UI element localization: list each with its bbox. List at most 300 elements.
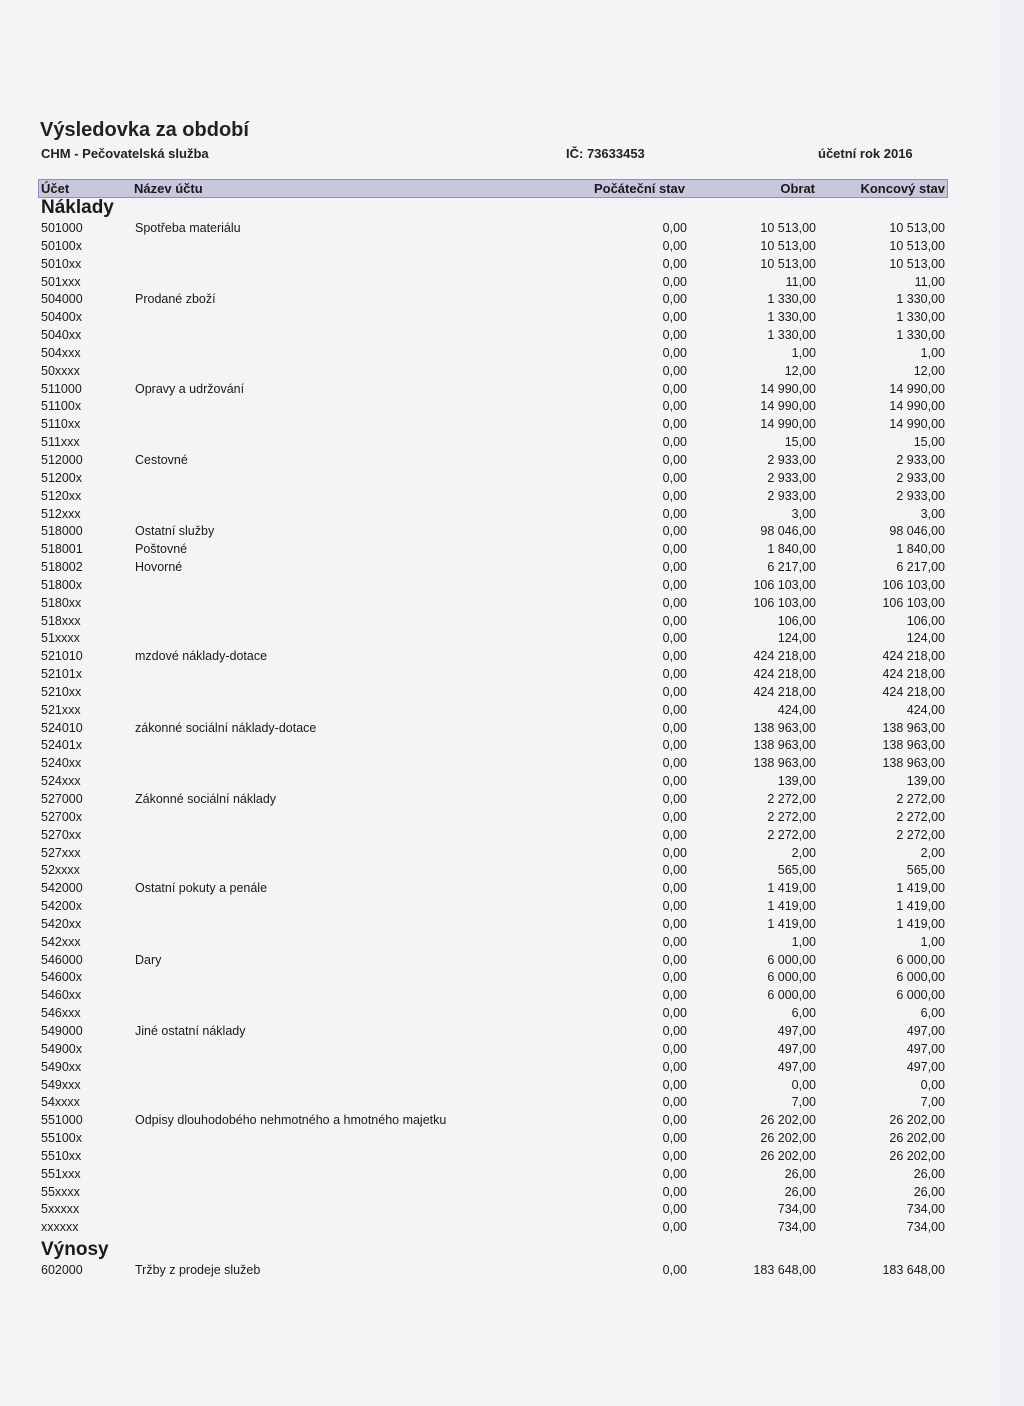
closing-balance: 14 990,00 [889,417,945,432]
table-row [0,452,1000,470]
table-row [0,969,1000,987]
closing-balance: 1,00 [920,934,945,949]
table-row [0,702,1000,720]
account-number: 52xxxx [41,863,80,878]
table-row [0,1184,1000,1202]
table-row [0,434,1000,452]
opening-balance: 0,00 [662,542,687,557]
opening-balance: 0,00 [662,221,687,235]
opening-balance: 0,00 [662,684,687,699]
opening-balance: 0,00 [662,577,687,592]
opening-balance: 0,00 [662,845,687,860]
opening-balance: 0,00 [662,417,687,432]
account-number: 521010 [41,649,83,664]
turnover: 2,00 [791,845,816,860]
turnover: 7,00 [791,1095,816,1110]
account-number: 50400x [41,310,83,325]
turnover: 14 990,00 [760,417,816,432]
opening-balance: 0,00 [662,809,687,824]
opening-balance: 0,00 [662,1263,687,1277]
closing-balance: 26 202,00 [889,1131,945,1146]
table-row [0,1041,1000,1059]
account-number: 51xxxx [41,631,80,646]
closing-balance: 424 218,00 [882,649,945,664]
table-row [0,559,1000,577]
turnover: 497,00 [777,1023,816,1038]
account-number: 546000 [41,952,83,967]
table-row [0,791,1000,809]
turnover: 14 990,00 [760,399,816,414]
account-number: 5040xx [41,328,82,343]
accounting-year: účetní rok 2016 [818,146,913,161]
turnover: 424 218,00 [753,667,816,682]
turnover: 6 000,00 [767,952,816,967]
table-row [0,952,1000,970]
turnover: 3,00 [791,506,816,521]
opening-balance: 0,00 [662,1131,687,1146]
opening-balance: 0,00 [662,470,687,485]
account-number: 518xxx [41,613,81,628]
account-number: 551000 [41,1113,83,1128]
account-number: 542000 [41,881,83,896]
closing-balance: 7,00 [920,1095,945,1110]
turnover: 106 103,00 [753,595,816,610]
turnover: 0,00 [791,1077,816,1092]
closing-balance: 2 272,00 [896,809,945,824]
opening-balance: 0,00 [662,1184,687,1199]
table-row [0,363,1000,381]
closing-balance: 138 963,00 [882,720,945,735]
account-number: 5510xx [41,1148,82,1163]
header-closing-balance: Koncový stav [860,181,945,196]
turnover: 12,00 [784,363,816,378]
table-row [0,755,1000,773]
account-name: Poštovné [135,542,188,557]
account-number: 504000 [41,292,83,307]
closing-balance: 15,00 [913,435,945,450]
opening-balance: 0,00 [662,738,687,753]
closing-balance: 26 202,00 [889,1148,945,1163]
account-name: Hovorné [135,560,183,575]
closing-balance: 1 419,00 [896,881,945,896]
table-row [0,773,1000,791]
closing-balance: 3,00 [920,506,945,521]
account-number: 55100x [41,1131,83,1146]
table-row [0,1166,1000,1184]
table-row [0,845,1000,863]
table-row [0,809,1000,827]
account-number: 524xxx [41,774,81,789]
closing-balance: 565,00 [906,863,945,878]
table-row [0,523,1000,541]
closing-balance: 497,00 [906,1059,945,1074]
account-number: 5180xx [41,595,82,610]
closing-balance: 734,00 [906,1202,945,1217]
turnover: 26 202,00 [760,1148,816,1163]
table-row [0,238,1000,256]
account-number: 504xxx [41,345,81,360]
account-number: 512000 [41,452,83,467]
opening-balance: 0,00 [662,649,687,664]
account-number: 51800x [41,577,83,592]
turnover: 497,00 [777,1041,816,1056]
closing-balance: 2 272,00 [896,792,945,806]
report-title: Výsledovka za období [40,119,249,141]
turnover: 10 513,00 [760,256,816,271]
turnover: 1 419,00 [767,881,816,896]
opening-balance: 0,00 [662,631,687,646]
account-number: 51100x [41,399,82,414]
account-number: 524010 [41,720,83,735]
opening-balance: 0,00 [662,328,687,343]
account-name: Cestovné [135,452,188,467]
closing-balance: 734,00 [906,1220,945,1235]
opening-balance: 0,00 [662,595,687,610]
turnover: 183 648,00 [753,1263,816,1277]
closing-balance: 106,00 [906,613,945,628]
opening-balance: 0,00 [662,310,687,325]
turnover: 10 513,00 [760,238,816,253]
turnover: 1 419,00 [767,916,816,931]
table-row [0,934,1000,952]
table-row [0,1148,1000,1166]
table-row [0,1219,1000,1237]
account-number: 5010xx [41,256,82,271]
turnover: 565,00 [777,863,816,878]
closing-balance: 1 330,00 [896,310,945,325]
table-row [0,577,1000,595]
table-row [0,327,1000,345]
table-row [0,595,1000,613]
account-number: 527xxx [41,845,81,860]
opening-balance: 0,00 [662,1006,687,1021]
opening-balance: 0,00 [662,274,687,289]
opening-balance: 0,00 [662,1166,687,1181]
turnover: 1,00 [791,345,816,360]
account-number: 54900x [41,1041,83,1056]
account-number: 551xxx [41,1166,81,1181]
closing-balance: 2 933,00 [896,452,945,467]
turnover: 26,00 [784,1166,816,1181]
account-name: zákonné sociální náklady-dotace [135,720,317,735]
account-number: 50100x [41,238,83,253]
turnover: 14 990,00 [760,381,816,396]
turnover: 106 103,00 [753,577,816,592]
closing-balance: 6,00 [920,1006,945,1021]
closing-balance: 424,00 [906,702,945,717]
account-number: 512xxx [41,506,81,521]
opening-balance: 0,00 [662,256,687,271]
table-row [0,737,1000,755]
opening-balance: 0,00 [662,524,687,539]
opening-balance: 0,00 [662,952,687,967]
table-row [0,613,1000,631]
opening-balance: 0,00 [662,1148,687,1163]
income-rows [0,1262,1000,1280]
table-row [0,309,1000,327]
account-number: 501xxx [41,274,81,289]
table-row [0,398,1000,416]
opening-balance: 0,00 [662,560,687,575]
closing-balance: 1 840,00 [896,542,945,557]
closing-balance: 1 330,00 [896,328,945,343]
closing-balance: 26,00 [913,1166,945,1181]
opening-balance: 0,00 [662,702,687,717]
closing-balance: 0,00 [920,1077,945,1092]
turnover: 2 933,00 [767,452,816,467]
table-row [0,720,1000,738]
turnover: 424 218,00 [753,649,816,664]
account-number: 52401x [41,738,83,753]
opening-balance: 0,00 [662,363,687,378]
opening-balance: 0,00 [662,452,687,467]
closing-balance: 424 218,00 [882,667,945,682]
header-account: Účet [41,181,70,196]
account-number: 51200x [41,470,83,485]
closing-balance: 6 217,00 [896,560,945,575]
account-number: 527000 [41,792,83,806]
turnover: 2 272,00 [767,809,816,824]
account-number: 5210xx [41,684,82,699]
section-costs: Náklady [41,197,114,218]
account-number: 5120xx [41,488,82,503]
account-name: mzdové náklady-dotace [135,649,268,664]
organization-name: CHM - Pečovatelská služba [41,146,209,161]
account-name: Ostatní pokuty a penále [135,881,268,896]
turnover: 1 330,00 [767,328,816,343]
section-income: Výnosy [41,1239,109,1260]
turnover: 734,00 [777,1220,816,1235]
account-name: Prodané zboží [135,292,216,307]
account-number: xxxxxx [41,1220,79,1235]
opening-balance: 0,00 [662,488,687,503]
table-row [0,274,1000,292]
closing-balance: 106 103,00 [882,577,945,592]
account-number: 55xxxx [41,1184,80,1199]
opening-balance: 0,00 [662,970,687,985]
account-name: Opravy a udržování [135,381,245,396]
turnover: 124,00 [777,631,816,646]
table-row [0,666,1000,684]
account-number: 501000 [41,221,83,235]
account-number: 50xxxx [41,363,80,378]
account-number: 5270xx [41,827,82,842]
opening-balance: 0,00 [662,238,687,253]
closing-balance: 1,00 [920,345,945,360]
turnover: 424,00 [777,702,816,717]
table-row [0,416,1000,434]
account-name: Tržby z prodeje služeb [135,1263,261,1277]
closing-balance: 6 000,00 [896,952,945,967]
opening-balance: 0,00 [662,934,687,949]
closing-balance: 183 648,00 [882,1263,945,1277]
account-number: 5240xx [41,756,82,771]
opening-balance: 0,00 [662,1113,687,1128]
opening-balance: 0,00 [662,613,687,628]
opening-balance: 0,00 [662,435,687,450]
turnover: 2 272,00 [767,792,816,806]
table-row [0,381,1000,399]
table-row [0,880,1000,898]
turnover: 10 513,00 [760,221,816,235]
turnover: 6 000,00 [767,970,816,985]
closing-balance: 6 000,00 [896,988,945,1003]
account-number: 54xxxx [41,1095,80,1110]
table-row [0,898,1000,916]
closing-balance: 2 933,00 [896,488,945,503]
account-number: 511xxx [41,435,80,450]
opening-balance: 0,00 [662,506,687,521]
table-row [0,648,1000,666]
closing-balance: 139,00 [906,774,945,789]
closing-balance: 14 990,00 [889,381,945,396]
account-number: 5110xx [41,417,81,432]
table-row [0,684,1000,702]
closing-balance: 6 000,00 [896,970,945,985]
opening-balance: 0,00 [662,863,687,878]
account-name: Odpisy dlouhodobého nehmotného a hmotného majetku [135,1113,447,1128]
account-number: 54200x [41,899,83,914]
opening-balance: 0,00 [662,774,687,789]
table-row [0,1005,1000,1023]
closing-balance: 1 419,00 [896,899,945,914]
account-number: 549xxx [41,1077,81,1092]
turnover: 138 963,00 [753,720,816,735]
opening-balance: 0,00 [662,1041,687,1056]
account-number: 518001 [41,542,83,557]
turnover: 1 840,00 [767,542,816,557]
opening-balance: 0,00 [662,792,687,806]
opening-balance: 0,00 [662,881,687,896]
table-row [0,916,1000,934]
cost-rows [0,220,1000,1237]
table-row [0,1262,1000,1280]
closing-balance: 10 513,00 [889,256,945,271]
turnover: 6 217,00 [767,560,816,575]
account-name: Jiné ostatní náklady [135,1023,246,1038]
account-number: 549000 [41,1023,83,1038]
turnover: 1,00 [791,934,816,949]
turnover: 2 933,00 [767,488,816,503]
opening-balance: 0,00 [662,399,687,414]
turnover: 2 272,00 [767,827,816,842]
table-row [0,541,1000,559]
account-number: 602000 [41,1263,83,1277]
closing-balance: 424 218,00 [882,684,945,699]
closing-balance: 12,00 [913,363,945,378]
closing-balance: 2,00 [920,845,945,860]
account-number: 521xxx [41,702,81,717]
opening-balance: 0,00 [662,345,687,360]
opening-balance: 0,00 [662,1059,687,1074]
closing-balance: 26,00 [913,1184,945,1199]
turnover: 11,00 [785,274,816,289]
table-row [0,1094,1000,1112]
opening-balance: 0,00 [662,1220,687,1235]
turnover: 6 000,00 [767,988,816,1003]
turnover: 106,00 [777,613,816,628]
account-name: Spotřeba materiálu [135,221,241,235]
turnover: 98 046,00 [760,524,816,539]
turnover: 15,00 [784,435,816,450]
opening-balance: 0,00 [662,827,687,842]
header-turnover: Obrat [780,181,815,196]
account-number: 54600x [41,970,83,985]
account-number: 5420xx [41,916,82,931]
closing-balance: 10 513,00 [889,221,945,235]
closing-balance: 138 963,00 [882,738,945,753]
account-number: 542xxx [41,934,81,949]
turnover: 424 218,00 [753,684,816,699]
closing-balance: 106 103,00 [882,595,945,610]
turnover: 6,00 [791,1006,816,1021]
table-row [0,345,1000,363]
closing-balance: 2 272,00 [896,827,945,842]
turnover: 139,00 [777,774,816,789]
opening-balance: 0,00 [662,1077,687,1092]
closing-balance: 98 046,00 [889,524,945,539]
table-row [0,1201,1000,1219]
table-row [0,1059,1000,1077]
opening-balance: 0,00 [662,899,687,914]
table-row [0,506,1000,524]
company-id: IČ: 73633453 [566,146,645,161]
table-header [38,179,948,198]
opening-balance: 0,00 [662,1023,687,1038]
turnover: 138 963,00 [753,756,816,771]
opening-balance: 0,00 [662,1202,687,1217]
opening-balance: 0,00 [662,667,687,682]
header-opening-balance: Počáteční stav [593,181,685,196]
table-row [0,1077,1000,1095]
closing-balance: 138 963,00 [882,756,945,771]
account-name: Dary [135,952,162,967]
account-name: Zákonné sociální náklady [135,792,277,806]
table-row [0,256,1000,274]
turnover: 497,00 [777,1059,816,1074]
turnover: 1 330,00 [767,292,816,307]
table-row [0,827,1000,845]
header-account-name: Název účtu [134,181,203,196]
table-row [0,220,1000,238]
closing-balance: 26 202,00 [889,1113,945,1128]
account-number: 511000 [41,381,82,396]
closing-balance: 1 330,00 [896,292,945,307]
account-number: 52101x [41,667,83,682]
closing-balance: 1 419,00 [896,916,945,931]
account-number: 518000 [41,524,83,539]
table-row [0,1023,1000,1041]
table-row [0,291,1000,309]
account-number: 546xxx [41,1006,81,1021]
closing-balance: 124,00 [906,631,945,646]
table-row [0,1130,1000,1148]
turnover: 2 933,00 [767,470,816,485]
closing-balance: 497,00 [906,1023,945,1038]
turnover: 26 202,00 [760,1113,816,1128]
account-number: 5490xx [41,1059,82,1074]
account-number: 518002 [41,560,83,575]
opening-balance: 0,00 [662,1095,687,1110]
table-row [0,630,1000,648]
account-number: 5xxxxx [41,1202,80,1217]
closing-balance: 14 990,00 [889,399,945,414]
turnover: 26 202,00 [760,1131,816,1146]
opening-balance: 0,00 [662,720,687,735]
opening-balance: 0,00 [662,756,687,771]
turnover: 138 963,00 [753,738,816,753]
turnover: 26,00 [784,1184,816,1199]
